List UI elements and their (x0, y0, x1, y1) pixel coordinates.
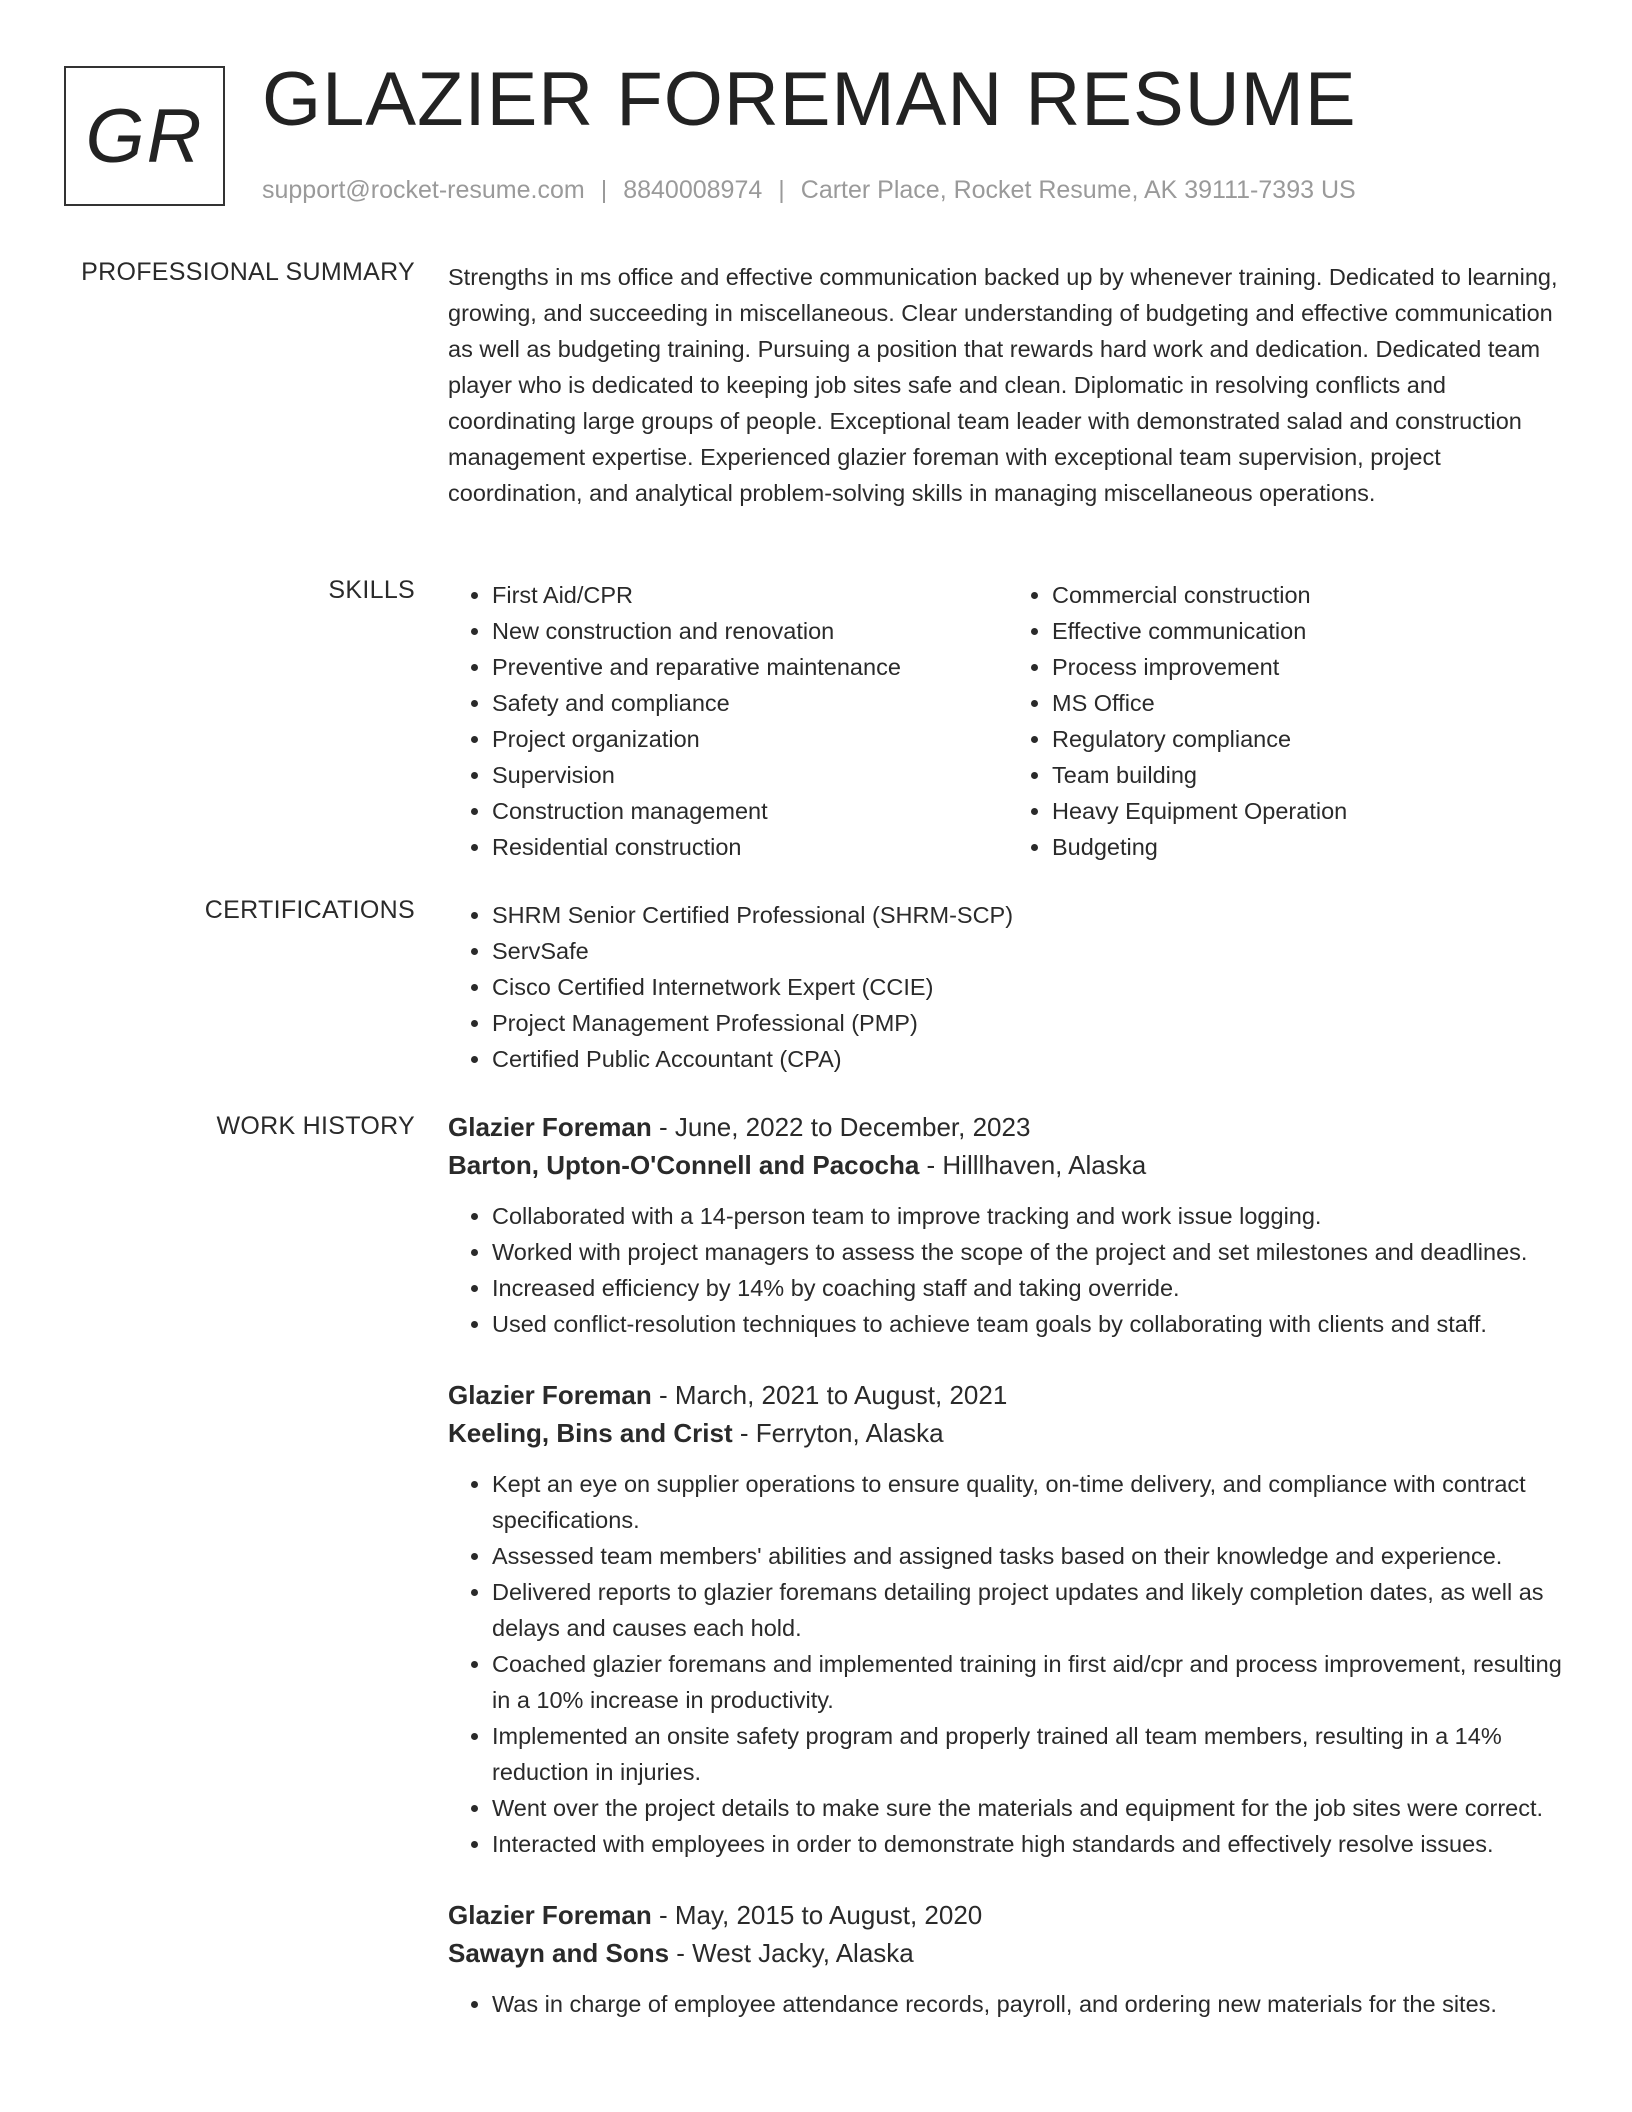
job-bullets (448, 1198, 1568, 1342)
job-title-line (448, 1896, 1568, 1934)
contact-address: Carter Place, Rocket Resume, AK 39111-7393 US (800, 176, 1356, 204)
section-label-certifications: CERTIFICATIONS (204, 896, 415, 924)
job-company: Sawayn and Sons (448, 1938, 670, 1968)
certification-item: • Certified Public Accountant (CPA) (492, 1041, 1568, 1077)
skills-list-right (1008, 577, 1568, 865)
job-company-line (448, 1414, 1568, 1452)
job-entry (448, 1376, 1568, 1862)
job-bullet: • Interacted with employees in order to demonstrate high standards and effectively resolve issues. (492, 1826, 1568, 1862)
skill-item: • Preventive and reparative maintenance (492, 649, 1008, 685)
contact-separator: | (778, 176, 785, 204)
section-label-skills: SKILLS (328, 576, 415, 604)
skill-item: • Team building (1052, 757, 1568, 793)
job-bullets (448, 1986, 1568, 2022)
certification-item: • Cisco Certified Internetwork Expert (CCIE) (492, 969, 1568, 1005)
job-title-line (448, 1376, 1568, 1414)
section-label-work-history: WORK HISTORY (216, 1112, 415, 1140)
job-bullet: • Worked with project managers to assess the scope of the project and set milestones and deadlines. (492, 1234, 1568, 1270)
job-bullet: • Collaborated with a 14-person team to improve tracking and work issue logging. (492, 1198, 1568, 1234)
skill-item: • Residential construction (492, 829, 1008, 865)
contact-phone: 8840008974 (623, 176, 763, 204)
contact-line (262, 176, 1356, 205)
job-company-line (448, 1934, 1568, 1972)
job-bullet: • Went over the project details to make sure the materials and equipment for the job sites were correct. (492, 1790, 1568, 1826)
job-title: Glazier Foreman (448, 1900, 652, 1930)
job-bullet: • Used conflict-resolution techniques to achieve team goals by collaborating with clients and staff. (492, 1306, 1568, 1342)
work-history-body (448, 1108, 1568, 2022)
job-title: Glazier Foreman (448, 1112, 652, 1142)
job-company: Keeling, Bins and Crist (448, 1418, 733, 1448)
skill-item: • Project organization (492, 721, 1008, 757)
certification-item: • ServSafe (492, 933, 1568, 969)
contact-separator: | (600, 176, 608, 204)
skill-item: • Construction management (492, 793, 1008, 829)
skill-item: • MS Office (1052, 685, 1568, 721)
certifications-body (448, 897, 1568, 1077)
job-bullet: • Implemented an onsite safety program and properly trained all team members, resulting in a 14% reduction in injuries. (492, 1718, 1568, 1790)
skill-item: • Regulatory compliance (1052, 721, 1568, 757)
skill-item: • Supervision (492, 757, 1008, 793)
job-company-line (448, 1146, 1568, 1184)
job-bullet: • Was in charge of employee attendance records, payroll, and ordering new materials for the sites. (492, 1986, 1568, 2022)
certification-item: • SHRM Senior Certified Professional (SHRM-SCP) (492, 897, 1568, 933)
job-dates: - March, 2021 to August, 2021 (651, 1380, 1008, 1410)
job-title-line (448, 1108, 1568, 1146)
skill-item: • Safety and compliance (492, 685, 1008, 721)
job-bullet: • Delivered reports to glazier foremans detailing project updates and likely completion dates, as well as delays and causes each hold. (492, 1574, 1568, 1646)
job-location: - Ferryton, Alaska (732, 1418, 944, 1448)
job-bullet: • Assessed team members' abilities and assigned tasks based on their knowledge and experience. (492, 1538, 1568, 1574)
job-title: Glazier Foreman (448, 1380, 652, 1410)
job-bullet: • Coached glazier foremans and implemented training in first aid/cpr and process improvement, resulting in a 10% increase in productivity. (492, 1646, 1568, 1718)
job-dates: - June, 2022 to December, 2023 (651, 1112, 1031, 1142)
summary-text: Strengths in ms office and effective communication backed up by whenever training. Dedicated to learning, growing, and succeeding in miscellaneous. Clear understanding of budgeting and effective communication as well as budgeting training. Pursuing a position that rewards hard work and dedication. Dedicated team player who is dedicated to keeping job sites safe and clean. Diplomatic in resolving conflicts and coordinating large groups of people. Exceptional team leader with demonstrated salad and construction management expertise. Experienced glazier foreman with exceptional team supervision, project coordination, and analytical problem-solving skills in managing miscellaneous operations. (448, 264, 1558, 506)
certification-item: • Project Management Professional (PMP) (492, 1005, 1568, 1041)
job-location: - West Jacky, Alaska (669, 1938, 914, 1968)
contact-email: support@rocket-resume.com (262, 176, 585, 204)
job-bullet: • Kept an eye on supplier operations to ensure quality, on-time delivery, and compliance with contract specifications. (492, 1466, 1568, 1538)
skill-item: • Heavy Equipment Operation (1052, 793, 1568, 829)
monogram-logo: GR (64, 66, 225, 206)
skill-item: • Process improvement (1052, 649, 1568, 685)
job-bullet: • Increased efficiency by 14% by coaching staff and taking override. (492, 1270, 1568, 1306)
skill-item: • Commercial construction (1052, 577, 1568, 613)
skills-columns (448, 577, 1568, 865)
job-entry (448, 1896, 1568, 2022)
skill-item: • New construction and renovation (492, 613, 1008, 649)
job-dates: - May, 2015 to August, 2020 (651, 1900, 983, 1930)
job-location: - Hilllhaven, Alaska (919, 1150, 1147, 1180)
skill-item: • First Aid/CPR (492, 577, 1008, 613)
skills-list-left (448, 577, 1008, 865)
certifications-list (448, 897, 1568, 1077)
resume-title: GLAZIER FOREMAN RESUME (262, 57, 1357, 142)
job-entry (448, 1108, 1568, 1342)
skill-item: • Budgeting (1052, 829, 1568, 865)
section-label-summary: PROFESSIONAL SUMMARY (81, 258, 415, 286)
job-bullets (448, 1466, 1568, 1862)
skill-item: • Effective communication (1052, 613, 1568, 649)
job-company: Barton, Upton-O'Connell and Pacocha (448, 1150, 920, 1180)
